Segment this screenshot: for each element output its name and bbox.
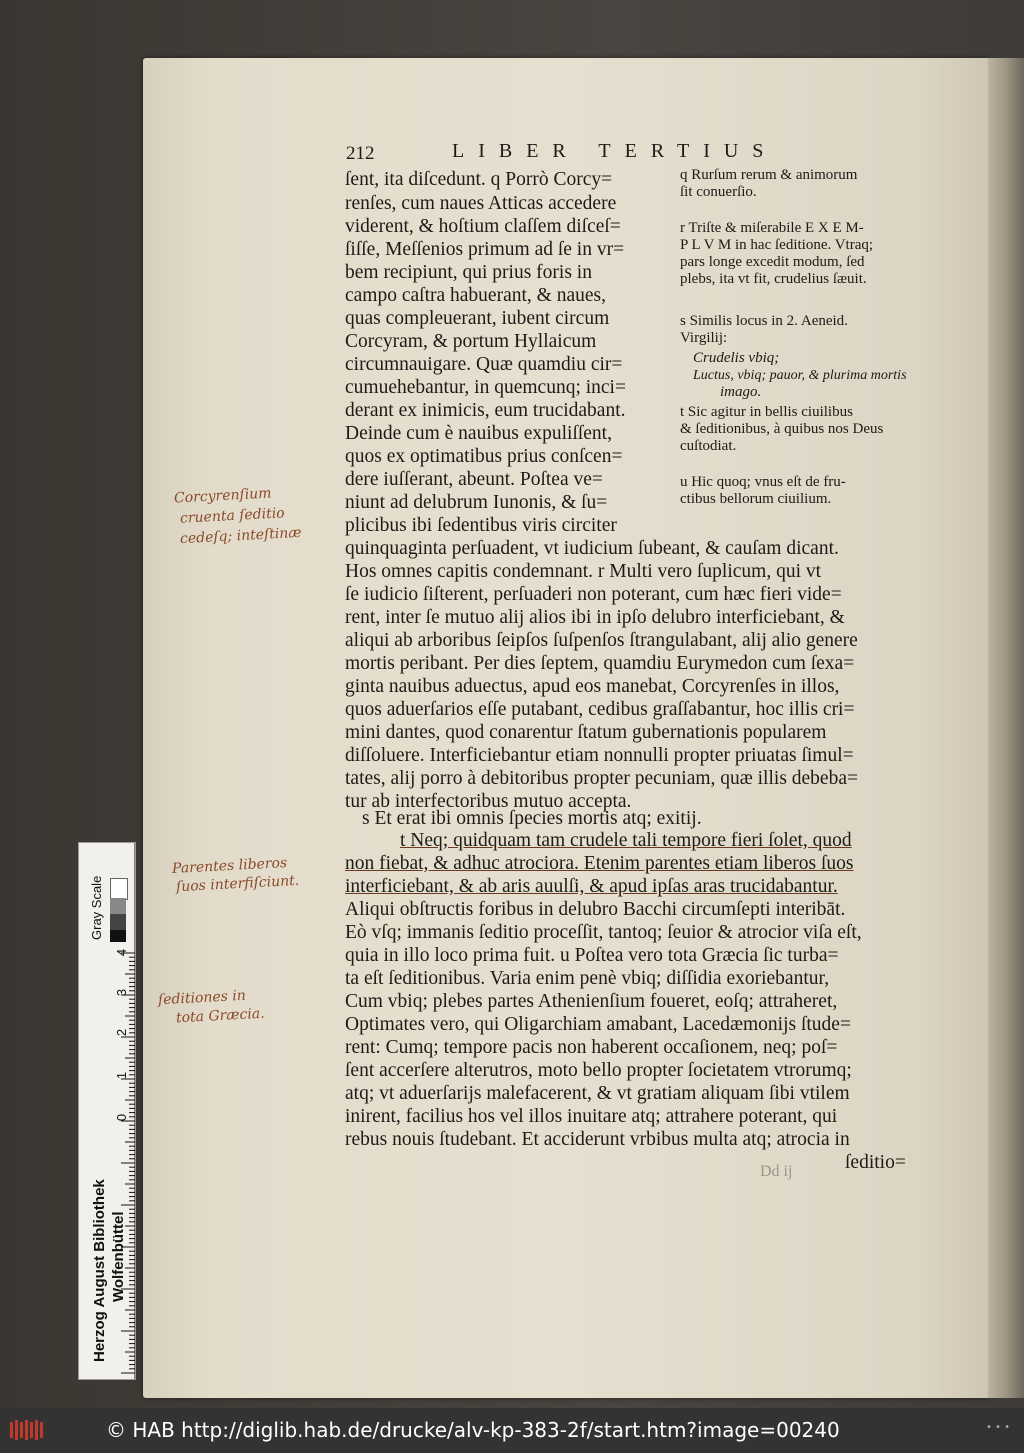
- main-line: Deinde cum è nauibus expuliſſent,: [345, 423, 612, 444]
- gray-patch: [110, 878, 128, 900]
- ruler-number: 1: [114, 1071, 130, 1080]
- text-line: non fiebat, & adhuc atrociora. Etenim parentes etiam liberos ſuos: [345, 853, 854, 874]
- page-number: 212: [346, 143, 375, 164]
- handwritten-note: ſeditiones in: [157, 987, 247, 1009]
- main-line: ſiſſe, Meſſenios primum ad ſe in vr=: [345, 239, 625, 260]
- gray-patch: [110, 914, 126, 930]
- side-note-line: pars longe excedit modum, ſed: [680, 254, 865, 270]
- main-line: derant ex inimicis, eum trucidabant.: [345, 400, 626, 421]
- text-line: quinquaginta perſuadent, vt iudicium ſubeant, & cauſam dicant.: [345, 538, 839, 559]
- side-note-line: Crudelis vbiq;: [693, 350, 780, 366]
- text-line: inirent, facilius hos vel illos inuitare atq; attrahere poterant, qui: [345, 1106, 838, 1127]
- ruler-number: 4: [114, 948, 130, 957]
- ruler-number: 3: [114, 988, 130, 997]
- side-note-line: P L V M in hac ſeditione. Vtraq;: [680, 237, 874, 253]
- running-head: LIBER TERTIUS: [452, 140, 778, 162]
- text-line: t Neq; quidquam tam crudele tali tempore fieri ſolet, quod: [400, 830, 852, 851]
- ruler-number: 2: [114, 1028, 130, 1037]
- page-edge: [988, 58, 1024, 1398]
- handwritten-note: ſuos interfiſciunt.: [175, 872, 300, 896]
- text-line: mini dantes, quod conarentur ſtatum gubernationis popularem: [345, 722, 827, 743]
- side-note-line: cuſtodiat.: [680, 438, 737, 454]
- main-line: circumnauigare. Quæ quamdiu cir=: [345, 354, 623, 375]
- side-note-line: Luctus, vbiq; pauor, & plurima mortis: [693, 368, 907, 383]
- side-note-line: u Hic quoq; vnus eſt de fru-: [680, 474, 846, 490]
- text-line: rent, inter ſe mutuo alij alios ibi in ipſo delubro interficiebant, &: [345, 607, 845, 628]
- side-note-line: Virgilij:: [680, 330, 728, 346]
- main-line: plicibus ibi ſedentibus viris circiter: [345, 515, 617, 536]
- handwritten-note: cedeſq; inteſtinæ: [179, 524, 302, 548]
- institution-name: Herzog August Bibliothek: [91, 1179, 108, 1362]
- ruler-number: 0: [114, 1113, 130, 1122]
- side-note-line: ſit conuerſio.: [680, 184, 757, 200]
- side-note-line: plebs, ita vt fit, crudelius ſæuit.: [680, 271, 867, 287]
- main-line: ſent, ita diſcedunt. q Porrò Corcy=: [345, 169, 613, 190]
- text-line: Aliqui obſtructis foribus in delubro Bacchi circumſepti interibāt.: [345, 899, 846, 920]
- text-line: Hos omnes capitis condemnant. r Multi vero ſuplicum, qui vt: [345, 561, 822, 582]
- handwritten-note: Parentes liberos: [171, 854, 288, 878]
- side-note-line: imago.: [720, 384, 762, 400]
- text-line: diſſoluere. Interficiebantur etiam nonnulli propter priuatas ſimul=: [345, 745, 854, 766]
- text-line: rent: Cumq; tempore pacis non haberent occaſionem, neq; poſ=: [345, 1037, 838, 1058]
- main-line: dere iuſſerant, abeunt. Poſtea ve=: [345, 469, 603, 490]
- text-line: quos aduerſarios eſſe putabant, cedibus graſſabantur, hoc illis cri=: [345, 699, 855, 720]
- text-line: Eò vſq; immanis ſeditio proceſſit, tantoq; ſeuior & atrocior viſa eſt,: [345, 922, 862, 943]
- text-line: s Et erat ibi omnis ſpecies mortis atq; exitij.: [362, 808, 702, 829]
- main-line: bem recipiunt, qui prius foris in: [345, 262, 592, 283]
- text-line: atq; vt aduerſarijs malefacerent, & vt gratiam aliquam ſibi vtilem: [345, 1083, 850, 1104]
- text-line: rebus nouis ſtudebant. Et acciderunt vrbibus multa atq; atrocia in: [345, 1129, 850, 1150]
- footer-dots-icon: • • •: [985, 1422, 1010, 1433]
- main-line: niunt ad delubrum Iunonis, & ſu=: [345, 492, 608, 513]
- text-line: aliqui ab arboribus ſeipſos ſuſpenſos ſtrangulabant, alij alio genere: [345, 630, 858, 651]
- institution-city: Wolfenbüttel: [110, 1211, 127, 1302]
- text-line: tur ab interfectoribus mutuo accepta.: [345, 791, 632, 812]
- handwritten-note: Corcyrenſium: [173, 485, 272, 507]
- main-line: viderent, & hoſtium claſſem diſceſ=: [345, 216, 621, 237]
- side-note-line: q Rurſum rerum & animorum: [680, 167, 858, 183]
- side-note-line: s Similis locus in 2. Aeneid.: [680, 313, 848, 329]
- text-line: mortis peribant. Per dies ſeptem, quamdiu Eurymedon cum ſexa=: [345, 653, 855, 674]
- text-line: ta eſt ſeditionibus. Varia enim penè vbiq; diſſidia exoriebantur,: [345, 968, 830, 989]
- gray-patch: [110, 898, 126, 914]
- side-note-line: t Sic agitur in bellis ciuilibus: [680, 404, 853, 420]
- copyright-link[interactable]: © HAB http://diglib.hab.de/drucke/alv-kp-383-2f/start.htm?image=00240: [106, 1418, 840, 1442]
- text-line: interficiebant, & ab aris auulſi, & apud ipſas aras trucidabantur.: [345, 876, 838, 897]
- side-note-line: ctibus bellorum ciuilium.: [680, 491, 832, 507]
- footer-bar: [0, 1408, 1024, 1453]
- main-line: quas compleuerant, iubent circum: [345, 308, 610, 329]
- hab-logo-icon: [10, 1420, 44, 1440]
- text-line: ginta nauibus aduectus, apud eos manebat, Corcyrenſes in illos,: [345, 676, 840, 697]
- text-line: tates, alij porro à debitoribus propter pecuniam, quæ illis debeba=: [345, 768, 858, 789]
- text-line: quia in illo loco prima fuit. u Poſtea vero tota Græcia ſic turba=: [345, 945, 839, 966]
- main-line: Corcyram, & portum Hyllaicum: [345, 331, 597, 352]
- main-line: cumuehebantur, in quemcunq; inci=: [345, 377, 626, 398]
- main-line: renſes, cum naues Atticas accedere: [345, 193, 617, 214]
- side-note-line: r Triſte & miſerabile E X E M-: [680, 220, 864, 236]
- gray-patch: [110, 930, 126, 942]
- main-line: campo caſtra habuerant, & naues,: [345, 285, 606, 306]
- text-line: ſent accerſere alterutros, moto bello propter ſocietatem vtrorumq;: [345, 1060, 852, 1081]
- text-line: ſeditio=: [845, 1152, 906, 1173]
- text-line: ſe iudicio ſiſterent, perſuaderi non poterant, cum hæc fieri vide=: [345, 584, 842, 605]
- gray-scale-label: Gray Scale: [89, 875, 104, 940]
- signature-mark: Dd ij: [760, 1163, 793, 1180]
- handwritten-note: tota Græcia.: [175, 1005, 265, 1027]
- text-line: Cum vbiq; plebes partes Athenienſium foueret, eoſq; attraheret,: [345, 991, 838, 1012]
- handwritten-note: cruenta ſeditio: [179, 505, 286, 527]
- main-line: quos ex optimatibus prius conſcen=: [345, 446, 623, 467]
- side-note-line: & ſeditionibus, à quibus nos Deus: [680, 421, 884, 437]
- text-line: Optimates vero, qui Oligarchiam amabant, Lacedæmonijs ſtude=: [345, 1014, 851, 1035]
